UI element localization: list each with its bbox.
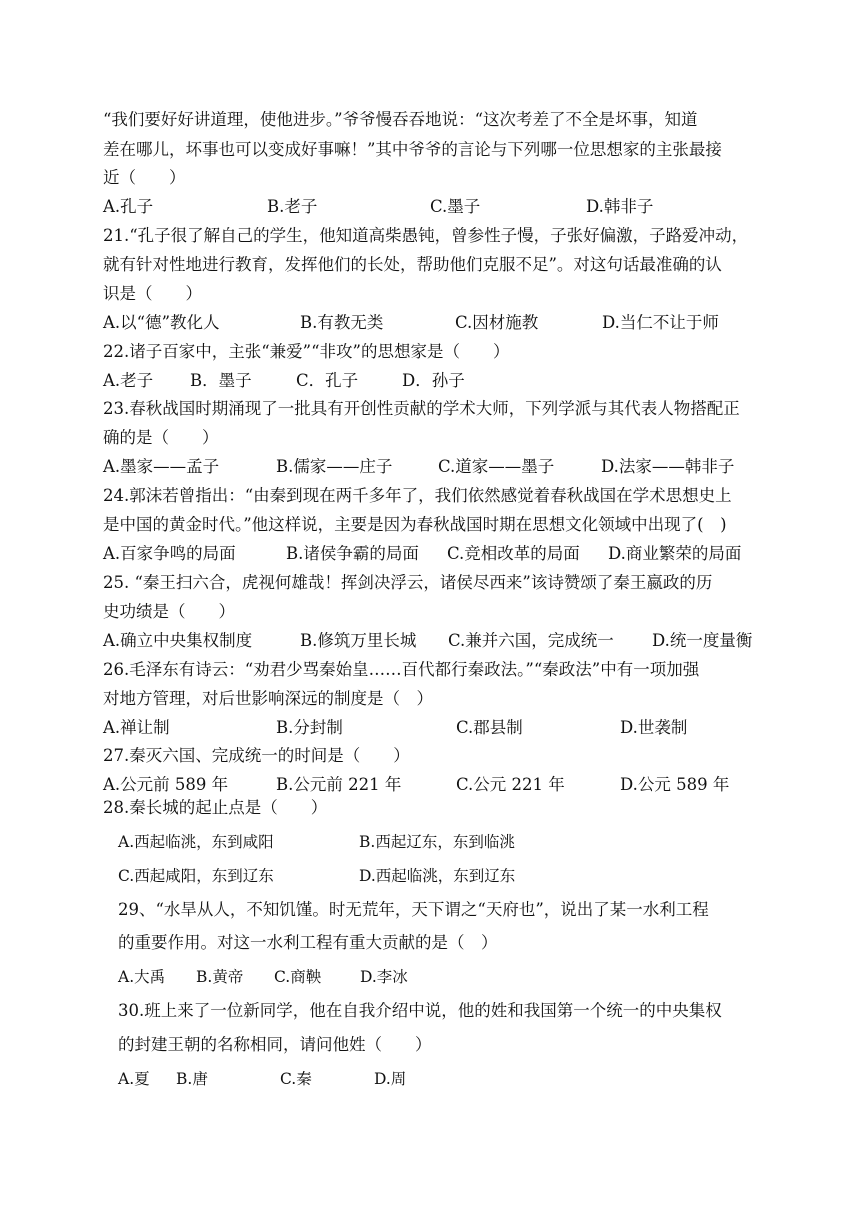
question-27-option-d: D.公元 589 年 bbox=[620, 775, 730, 794]
question-29-option-b: B.黄帝 bbox=[196, 968, 244, 986]
question-23-option-d: D.法家——韩非子 bbox=[601, 457, 735, 476]
question-26-line-2: 对地方管理，对后世影响深远的制度是（ ） bbox=[103, 689, 433, 708]
question-27-option-c: C.公元 221 年 bbox=[456, 775, 565, 794]
question-21-option-b: B.有教无类 bbox=[300, 313, 384, 332]
question-22-option-a: A.老子 bbox=[103, 371, 154, 390]
question-21-option-a: A.以“德”教化人 bbox=[103, 313, 220, 332]
question-25-line-2: 史功绩是（ ） bbox=[103, 602, 235, 621]
question-27-option-a: A.公元前 589 年 bbox=[103, 775, 229, 794]
question-29-line-1: 29、“水旱从人，不知饥馑。时无荒年，天下谓之“天府也”，说出了某一水利工程 bbox=[118, 900, 709, 919]
question-30-option-a: A.夏 bbox=[118, 1070, 150, 1088]
question-23-option-c: C.道家——墨子 bbox=[438, 457, 555, 476]
question-21-option-d: D.当仁不让于师 bbox=[602, 313, 719, 332]
question-28-line-1: 28.秦长城的起止点是（ ） bbox=[103, 798, 328, 817]
question-20-line-1: “我们要好好讲道理，使他进步。”爷爷慢吞吞地说：“这次考差了不全是坏事，知道 bbox=[103, 110, 698, 129]
question-21-line-2: 就有针对性地进行教育，发挥他们的长处，帮助他们克服不足”。对这句话最准确的认 bbox=[103, 255, 722, 274]
question-30-option-c: C.秦 bbox=[280, 1070, 312, 1088]
question-24-option-b: B.诸侯争霸的局面 bbox=[286, 544, 419, 563]
question-25-option-c: C.兼并六国，完成统一 bbox=[448, 631, 614, 650]
question-28-option-d: D.西起临洮，东到辽东 bbox=[359, 867, 516, 885]
question-21-line-1: 21.“孔子很了解自己的学生，他知道高柴愚钝，曾参性子慢，子张好偏激，子路爱冲动， bbox=[103, 226, 749, 245]
question-26-option-c: C.郡县制 bbox=[456, 718, 523, 737]
question-29-option-c: C.商鞅 bbox=[274, 968, 322, 986]
question-25-option-b: B.修筑万里长城 bbox=[300, 631, 417, 650]
question-23-line-2: 确的是（ ） bbox=[103, 428, 219, 447]
question-25-line-1: 25. “秦王扫六合，虎视何雄哉！挥剑决浮云，诸侯尽西来”该诗赞颂了秦王嬴政的历 bbox=[103, 573, 713, 592]
question-21-option-c: C.因材施教 bbox=[455, 313, 539, 332]
question-22-option-d: D．孙子 bbox=[402, 371, 465, 390]
question-22-line-1: 22.诸子百家中，主张“兼爱”“非攻”的思想家是（ ） bbox=[103, 342, 510, 361]
question-28-option-c: C.西起咸阳，东到辽东 bbox=[118, 867, 274, 885]
question-24-option-d: D.商业繁荣的局面 bbox=[608, 544, 742, 563]
question-20-line-2: 差在哪儿，坏事也可以变成好事嘛！”其中爷爷的言论与下列哪一位思想家的主张最接 bbox=[103, 140, 722, 159]
question-20-option-d: D.韩非子 bbox=[586, 197, 654, 216]
question-23-option-b: B.儒家——庄子 bbox=[276, 457, 393, 476]
question-29-option-a: A.大禹 bbox=[118, 968, 166, 986]
question-28-option-a: A.西起临洮，东到咸阳 bbox=[118, 833, 274, 851]
question-27-line-1: 27.秦灭六国、完成统一的时间是（ ） bbox=[103, 746, 410, 765]
question-26-option-d: D.世袭制 bbox=[620, 718, 688, 737]
question-20-line-3: 近（ ） bbox=[103, 168, 186, 187]
question-26-option-a: A.禅让制 bbox=[103, 718, 170, 737]
question-25-option-d: D.统一度量衡 bbox=[652, 631, 753, 650]
question-24-line-2: 是中国的黄金时代。”他这样说，主要是因为春秋战国时期在思想文化领域中出现了( ) bbox=[103, 515, 727, 534]
question-22-option-c: C．孔子 bbox=[296, 371, 359, 390]
question-29-option-d: D.李冰 bbox=[360, 968, 408, 986]
question-23-line-1: 23.春秋战国时期涌现了一批具有开创性贡献的学术大师，下列学派与其代表人物搭配正 bbox=[103, 399, 740, 418]
question-25-option-a: A.确立中央集权制度 bbox=[103, 631, 253, 650]
question-28-option-b: B.西起辽东，东到临洮 bbox=[359, 833, 515, 851]
question-30-option-b: B.唐 bbox=[176, 1070, 208, 1088]
question-20-option-a: A.孔子 bbox=[103, 197, 154, 216]
question-21-line-3: 识是（ ） bbox=[103, 284, 202, 303]
question-24-line-1: 24.郭沫若曾指出：“由秦到现在两千多年了，我们依然感觉着春秋战国在学术思想史上 bbox=[103, 486, 732, 505]
question-26-option-b: B.分封制 bbox=[276, 718, 343, 737]
question-22-option-b: B．墨子 bbox=[190, 371, 252, 390]
question-30-line-2: 的封建王朝的名称相同，请问他姓（ ） bbox=[118, 1035, 432, 1054]
question-30-line-1: 30.班上来了一位新同学，他在自我介绍中说，他的姓和我国第一个统一的中央集权 bbox=[118, 1001, 722, 1020]
question-26-line-1: 26.毛泽东有诗云：“劝君少骂秦始皇……百代都行秦政法。”“秦政法”中有一项加强 bbox=[103, 660, 700, 679]
question-24-option-c: C.竞相改革的局面 bbox=[447, 544, 580, 563]
question-20-option-b: B.老子 bbox=[267, 197, 318, 216]
question-27-option-b: B.公元前 221 年 bbox=[276, 775, 402, 794]
question-24-option-a: A.百家争鸣的局面 bbox=[103, 544, 236, 563]
question-23-option-a: A.墨家——孟子 bbox=[103, 457, 220, 476]
question-29-line-2: 的重要作用。对这一水利工程有重大贡献的是（ ） bbox=[118, 933, 498, 952]
question-20-option-c: C.墨子 bbox=[430, 197, 481, 216]
question-30-option-d: D.周 bbox=[374, 1070, 407, 1088]
